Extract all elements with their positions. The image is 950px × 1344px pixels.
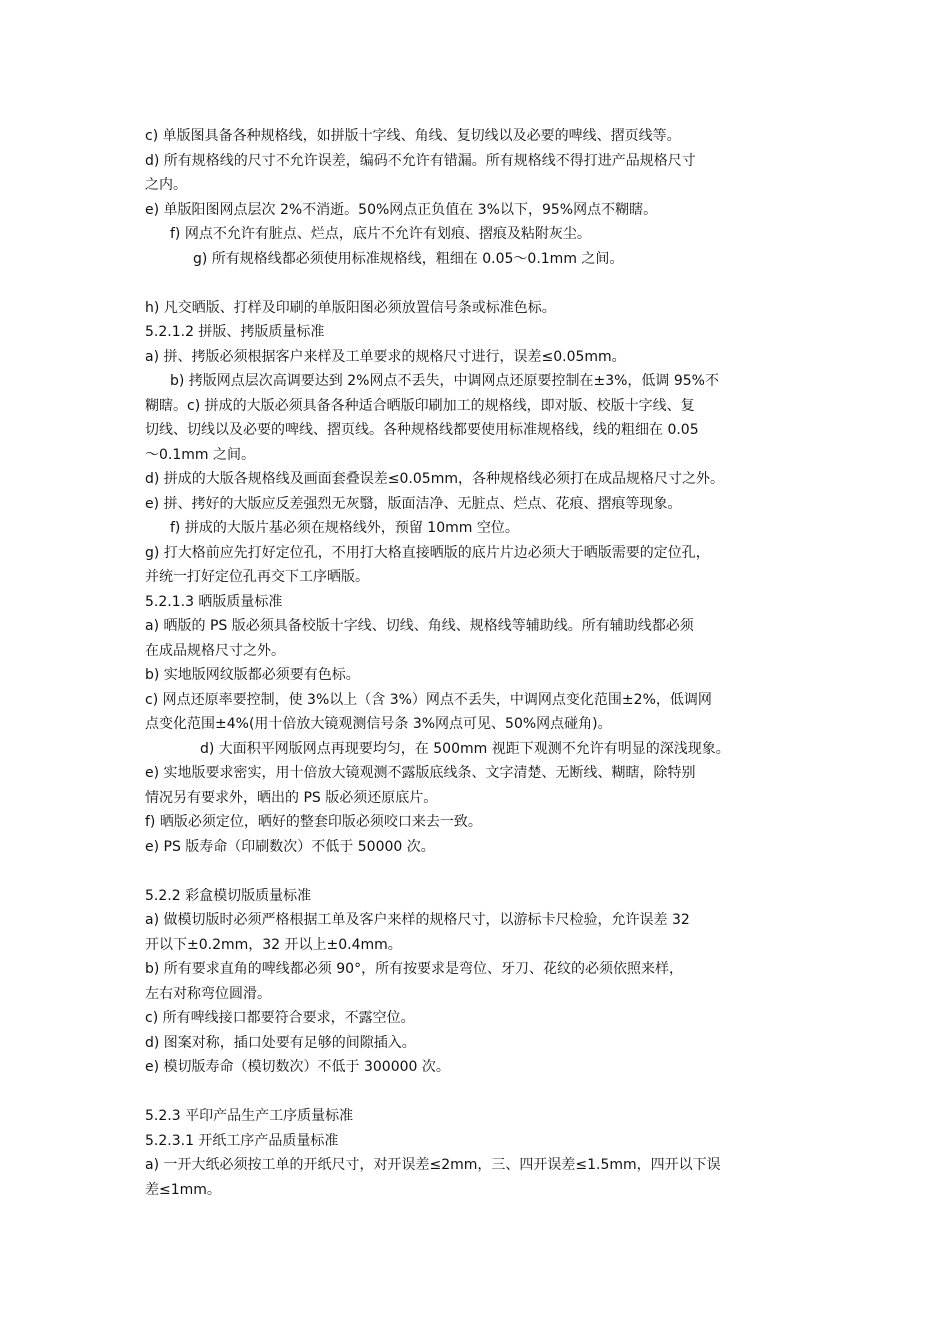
text-line: d) 拼成的大版各规格线及画面套叠误差≤0.05mm，各种规格线必须打在成品规格尺寸之外。 [145, 471, 724, 487]
text-line: 在成品规格尺寸之外。 [145, 642, 285, 659]
text-line: b) 拷版网点层次高调要达到 2%网点不丢失，中调网点还原要控制在±3%，低调 95%不 [170, 373, 719, 389]
text-line: e) 单版阳图网点层次 2%不消逝。50%网点正负值在 3%以下，95%网点不糊瞎。 [145, 201, 658, 218]
text-line: b) 所有要求直角的啤线都必须 90°，所有按要求是弯位、牙刀、花纹的必须依照来样， [145, 961, 684, 977]
text-line: 差≤1mm。 [145, 1181, 221, 1198]
text-line: e) PS 版寿命（印刷数次）不低于 50000 次。 [145, 838, 435, 855]
document-body [145, 124, 820, 1202]
text-line: e) 拼、拷好的大版应反差强烈无灰翳，版面洁净、无脏点、烂点、花痕、摺痕等现象。 [145, 495, 682, 512]
text-line: e) 模切版寿命（模切数次）不低于 300000 次。 [145, 1059, 450, 1075]
blank-line [145, 859, 820, 884]
text-line: g) 所有规格线都必须使用标准规格线，粗细在 0.05～0.1mm 之间。 [193, 250, 624, 267]
text-line: d) 大面积平网版网点再现要均匀，在 500mm 视距下观测不允许有明显的深浅现象。 [200, 740, 730, 757]
blank-line [145, 271, 820, 296]
text-line: d) 所有规格线的尺寸不允许误差，编码不允许有错漏。所有规格线不得打进产品规格尺寸 [145, 152, 696, 169]
text-line: c) 网点还原率要控制，使 3%以上（含 3%）网点不丢失，中调网点变化范围±2%，低调网 [145, 691, 712, 708]
text-line: 并统一打好定位孔再交下工序晒版。 [145, 569, 369, 585]
section-heading: 5.2.3 平印产品生产工序质量标准 [145, 1108, 354, 1124]
section-heading: 5.2.2 彩盒模切版质量标准 [145, 887, 312, 904]
text-line: c) 单版图具备各种规格线，如拼版十字线、角线、复切线以及必要的啤线、摺页线等。 [145, 128, 681, 144]
blank-line [145, 1080, 820, 1105]
text-line: b) 实地版网纹版都必须要有色标。 [145, 667, 360, 683]
text-line: a) 一开大纸必须按工单的开纸尺寸，对开误差≤2mm，三、四开误差≤1.5mm，四开以下误 [145, 1157, 721, 1173]
section-heading: 5.2.1.2 拼版、拷版质量标准 [145, 324, 325, 340]
text-line: 切线、切线以及必要的啤线、摺页线。各种规格线都要使用标准规格线，线的粗细在 0.05 [145, 422, 699, 438]
section-heading: 5.2.3.1 开纸工序产品质量标准 [145, 1132, 339, 1149]
section-heading: 5.2.1.3 晒版质量标准 [145, 593, 283, 610]
text-line: 开以下±0.2mm，32 开以上±0.4mm。 [145, 936, 402, 953]
text-line: d) 图案对称，插口处要有足够的间隙插入。 [145, 1034, 416, 1051]
text-line: h) 凡交晒版、打样及印刷的单版阳图必须放置信号条或标准色标。 [145, 299, 556, 316]
text-line: e) 实地版要求密实，用十倍放大镜观测不露版底线条、文字清楚、无断线、糊瞎，除特别 [145, 765, 696, 781]
text-line: ～0.1mm 之间。 [145, 446, 255, 463]
text-line: f) 晒版必须定位，晒好的整套印版必须咬口来去一致。 [145, 814, 482, 830]
text-line: c) 所有啤线接口都要符合要求，不露空位。 [145, 1010, 415, 1026]
text-line: a) 做模切版时必须严格根据工单及客户来样的规格尺寸，以游标卡尺检验，允许误差 32 [145, 912, 690, 928]
text-line: f) 拼成的大版片基必须在规格线外，预留 10mm 空位。 [170, 520, 519, 536]
text-line: g) 打大格前应先打好定位孔，不用打大格直接晒版的底片片边必须大于晒版需要的定位孔， [145, 544, 710, 561]
text-line: 之内。 [145, 177, 187, 193]
text-line: a) 晒版的 PS 版必须具备校版十字线、切线、角线、规格线等辅助线。所有辅助线都必须 [145, 618, 694, 634]
text-line: 情况另有要求外，晒出的 PS 版必须还原底片。 [145, 789, 438, 806]
text-line: 左右对称弯位圆滑。 [145, 985, 271, 1002]
text-line: f) 网点不允许有脏点、烂点，底片不允许有划痕、摺痕及粘附灰尘。 [170, 226, 591, 242]
text-line: 糊瞎。c) 拼成的大版必须具备各种适合晒版印刷加工的规格线，即对版、校版十字线、复 [145, 397, 695, 414]
text-line: a) 拼、拷版必须根据客户来样及工单要求的规格尺寸进行，误差≤0.05mm。 [145, 348, 626, 365]
text-line: 点变化范围±4%(用十倍放大镜观测信号条 3%网点可见、50%网点碰角)。 [145, 716, 612, 732]
